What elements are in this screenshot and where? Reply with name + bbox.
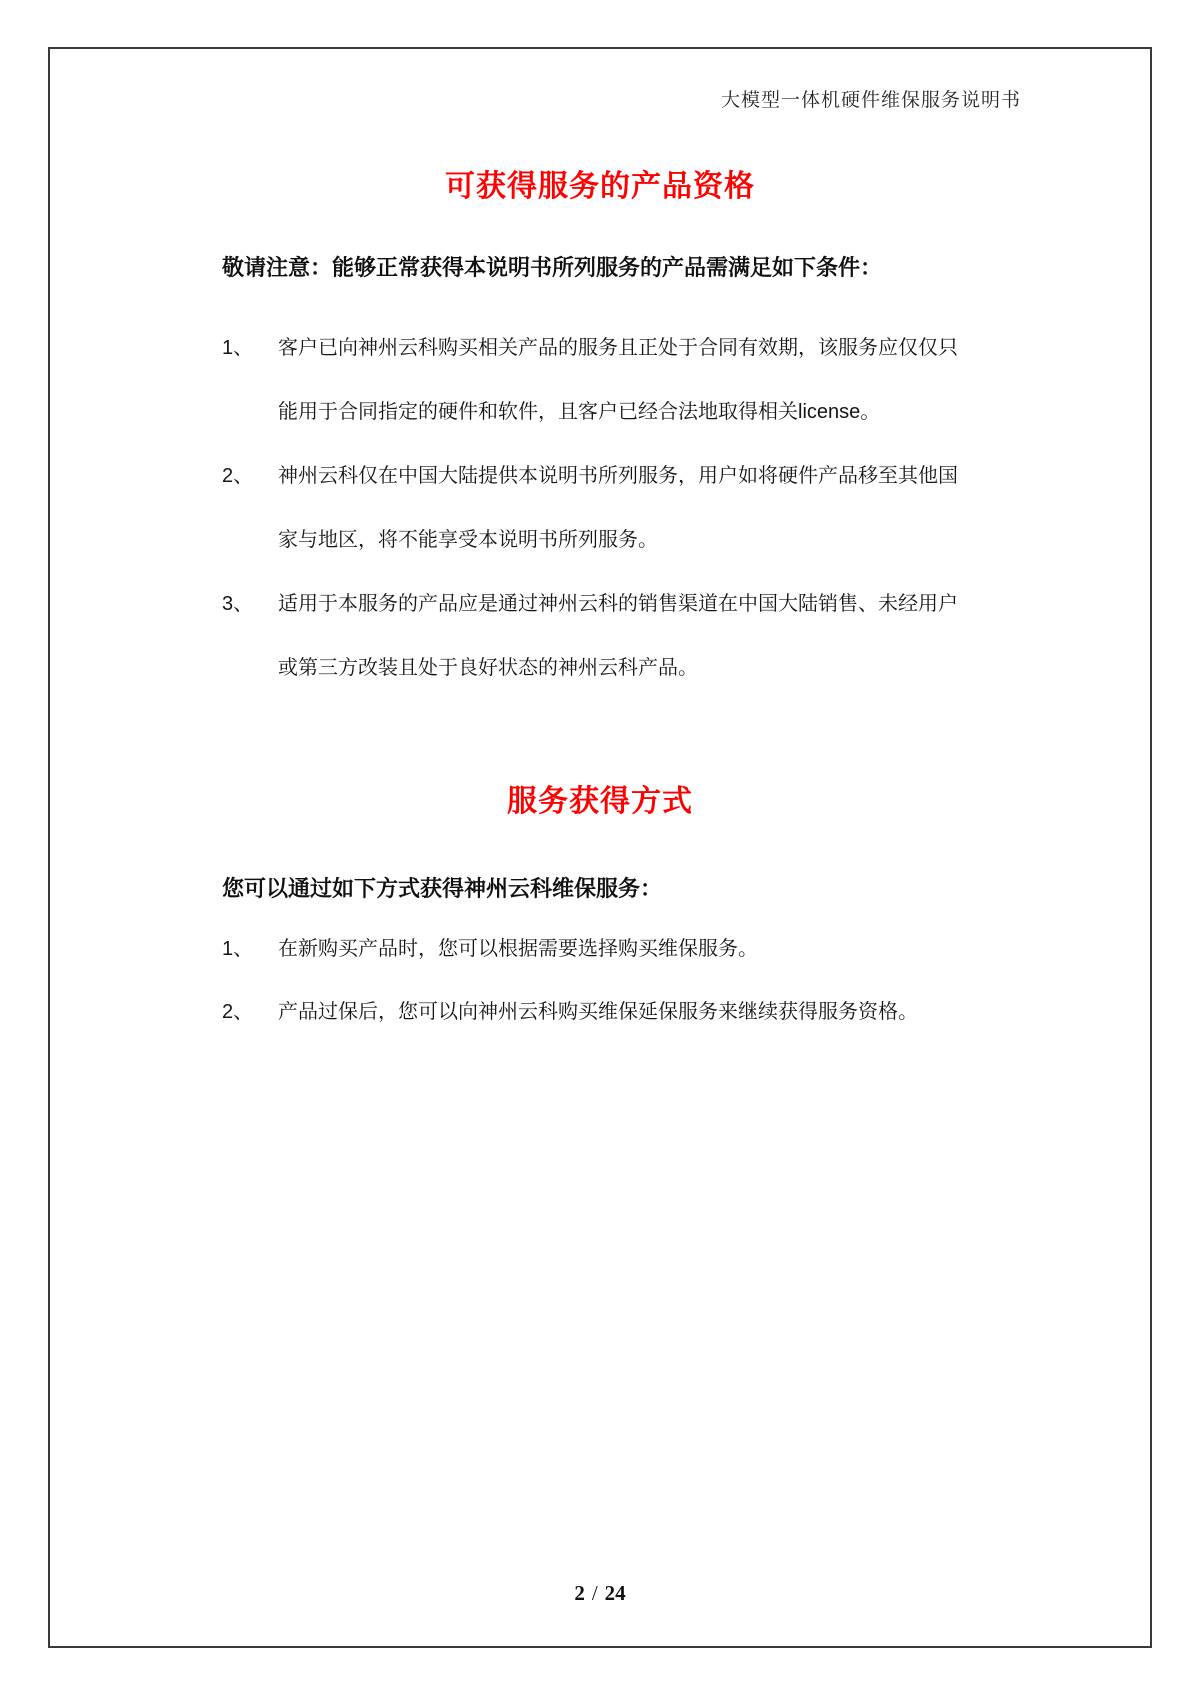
list-item bbox=[222, 316, 958, 444]
item-line: 或第三方改装且处于良好状态的神州云科产品。 bbox=[278, 657, 698, 679]
item-line: 家与地区，将不能享受本说明书所列服务。 bbox=[278, 529, 658, 551]
list-item bbox=[222, 918, 918, 981]
item-line: 在新购买产品时，您可以根据需要选择购买维保服务。 bbox=[278, 938, 758, 960]
section2-intro: 您可以通过如下方式获得神州云科维保服务： bbox=[222, 876, 663, 901]
item-text bbox=[278, 316, 958, 444]
footer-page-total: 24 bbox=[604, 1581, 626, 1605]
item-number: 2、 bbox=[222, 1001, 254, 1023]
item-line: 适用于本服务的产品应是通过神州云科的销售渠道在中国大陆销售、未经用户 bbox=[278, 593, 958, 615]
item-number: 3、 bbox=[222, 593, 254, 615]
page-header bbox=[721, 85, 1021, 112]
item-number: 1、 bbox=[222, 337, 254, 359]
item-text bbox=[278, 572, 958, 700]
section1-intro: 敬请注意：能够正常获得本说明书所列服务的产品需满足如下条件： bbox=[222, 255, 883, 280]
item-line: 客户已向神州云科购买相关产品的服务且正处于合同有效期，该服务应仅仅只 bbox=[278, 337, 958, 359]
section2-title: 服务获得方式 bbox=[507, 785, 693, 818]
footer-page-number: 2 bbox=[574, 1581, 585, 1605]
item-line: 能用于合同指定的硬件和软件，且客户已经合法地取得相关license。 bbox=[278, 401, 881, 423]
header-title: 大模型一体机硬件维保服务说明书 bbox=[720, 90, 1021, 111]
list-item bbox=[222, 572, 958, 700]
section1-list bbox=[222, 316, 958, 700]
item-number: 1、 bbox=[222, 938, 254, 960]
item-text bbox=[278, 981, 918, 1044]
page-footer bbox=[50, 1581, 1150, 1606]
item-number: 2、 bbox=[222, 465, 254, 487]
list-item bbox=[222, 444, 958, 572]
item-text bbox=[278, 444, 958, 572]
item-line: 神州云科仅在中国大陆提供本说明书所列服务，用户如将硬件产品移至其他国 bbox=[278, 465, 958, 487]
section1-title: 可获得服务的产品资格 bbox=[445, 170, 755, 203]
document-page bbox=[48, 47, 1152, 1648]
item-line: 产品过保后，您可以向神州云科购买维保延保服务来继续获得服务资格。 bbox=[278, 1001, 918, 1023]
section2-list bbox=[222, 918, 918, 1044]
list-item bbox=[222, 981, 918, 1044]
footer-separator: / bbox=[591, 1581, 598, 1605]
item-text bbox=[278, 918, 758, 981]
